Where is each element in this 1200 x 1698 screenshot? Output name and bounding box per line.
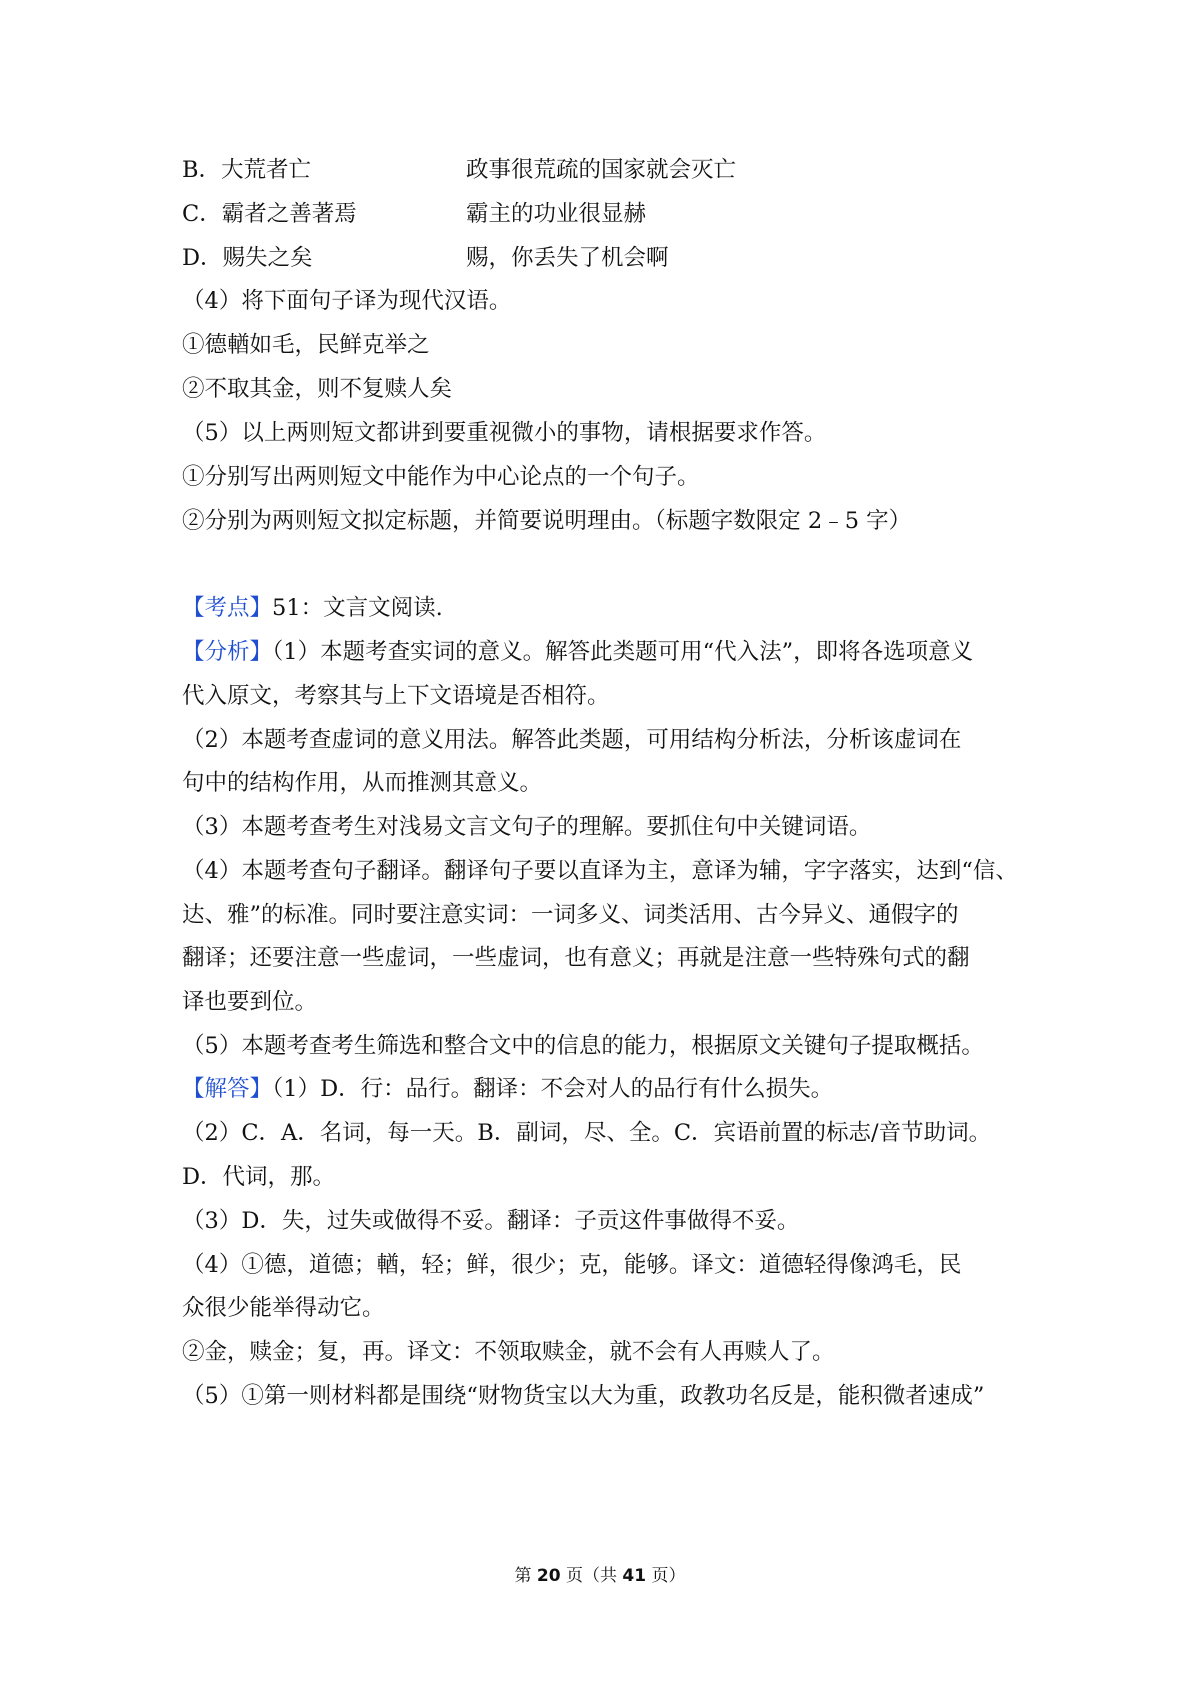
fenxi-text: 译也要到位。 xyxy=(182,989,318,1015)
question-5-part-1: ①分别写出两则短文中能作为中心论点的一个句子。 xyxy=(182,464,700,490)
footer-prefix: 第 xyxy=(514,1566,537,1586)
fenxi-text: 句中的结构作用，从而推测其意义。 xyxy=(182,770,543,796)
kaodian-tag: 【考点】 xyxy=(182,595,273,621)
jieda-text: （4）①德，道德；輶，轻；鲜，很少；克，能够。译文：道德轻得像鸿毛，民 xyxy=(182,1252,962,1278)
fenxi-text: （3）本题考查考生对浅易文言文句子的理解。要抓住句中关键词语。 xyxy=(182,814,872,840)
fenxi-text: （5）本题考查考生筛选和整合文中的信息的能力，根据原文关键句子提取概括。 xyxy=(182,1033,984,1059)
option-d-term: D．赐失之矣 xyxy=(182,245,313,271)
fenxi-text: 达、雅”的标准。同时要注意实词：一词多义、词类活用、古今异义、通假字的 xyxy=(182,902,959,928)
fenxi-text: 代入原文，考察其与上下文语境是否相符。 xyxy=(182,683,610,709)
question-4-prompt: （4）将下面句子译为现代汉语。 xyxy=(182,288,512,314)
fenxi-text: 翻译；还要注意一些虚词，一些虚词，也有意义；再就是注意一些特殊句式的翻 xyxy=(182,945,970,971)
current-page-number: 20 xyxy=(536,1566,561,1586)
fenxi-text: （1）本题考查实词的意义。解答此类题可用“代入法”，即将各选项意义 xyxy=(272,639,974,665)
jieda-tag: 【解答】 xyxy=(182,1076,273,1102)
question-4-sentence-1: ①德輶如毛，民鲜克举之 xyxy=(182,332,430,358)
footer-suffix: 页） xyxy=(646,1566,686,1586)
jieda-text: （5）①第一则材料都是围绕“财物货宝以大为重，政教功名反是，能积微者速成” xyxy=(182,1383,985,1409)
fenxi-text: （2）本题考查虚词的意义用法。解答此类题，可用结构分析法，分析该虚词在 xyxy=(182,727,962,753)
option-b-translation: 政事很荒疏的国家就会灭亡 xyxy=(466,157,737,183)
jieda-text: （2）C．A．名词，每一天。B．副词，尽、全。C．宾语前置的标志/音节助词。 xyxy=(182,1120,992,1146)
option-c-term: C．霸者之善著焉 xyxy=(182,201,357,227)
fenxi-text: （4）本题考查句子翻译。翻译句子要以直译为主，意译为辅，字字落实，达到“信、 xyxy=(182,858,1018,884)
page-footer xyxy=(0,1564,1200,1588)
option-b-term: B．大荒者亡 xyxy=(182,157,312,183)
option-d-translation: 赐，你丢失了机会啊 xyxy=(466,245,669,271)
jieda-line xyxy=(182,1074,833,1104)
jieda-text: ②金，赎金；复，再。译文：不领取赎金，就不会有人再赎人了。 xyxy=(182,1339,835,1365)
question-5-part-2: ②分别为两则短文拟定标题，并简要说明理由。（标题字数限定 2﹣5 字） xyxy=(182,508,912,534)
jieda-text: D．代词，那。 xyxy=(182,1164,336,1190)
jieda-text: （3）D．失，过失或做得不妥。翻译：子贡这件事做得不妥。 xyxy=(182,1208,800,1234)
footer-middle: 页（共 xyxy=(560,1566,623,1586)
total-page-number: 41 xyxy=(622,1566,647,1586)
question-5-prompt: （5）以上两则短文都讲到要重视微小的事物，请根据要求作答。 xyxy=(182,420,827,446)
kaodian-text: 51：文言文阅读. xyxy=(272,595,443,621)
kaodian-line xyxy=(182,593,443,623)
option-c-translation: 霸主的功业很显赫 xyxy=(466,201,647,227)
question-4-sentence-2: ②不取其金，则不复赎人矣 xyxy=(182,376,453,402)
jieda-text: 众很少能举得动它。 xyxy=(182,1295,385,1321)
jieda-text: （1）D．行：品行。翻译：不会对人的品行有什么损失。 xyxy=(272,1076,834,1102)
fenxi-line xyxy=(182,637,973,667)
fenxi-tag: 【分析】 xyxy=(182,639,273,665)
